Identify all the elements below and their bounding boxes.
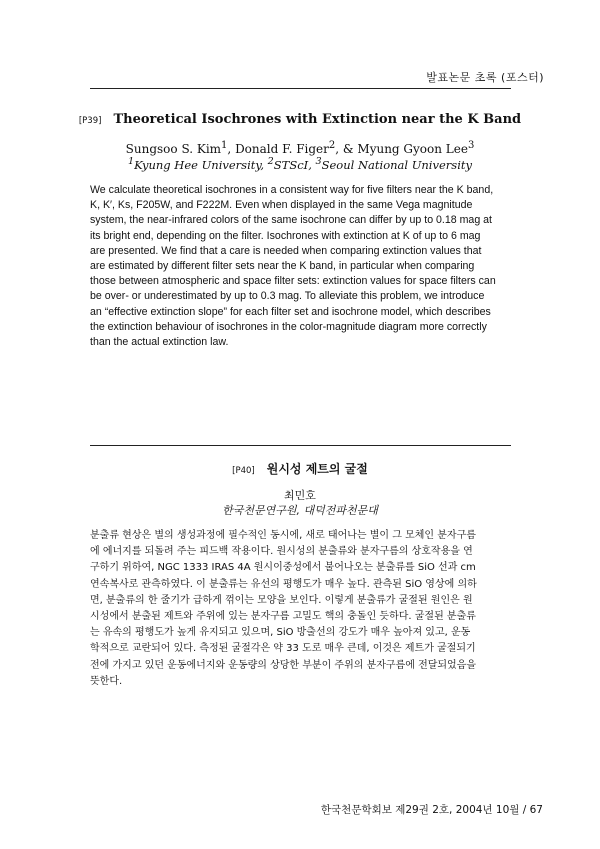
- abstract-line: 전에 가지고 있던 운동에너지와 운동량의 상당한 부분이 주위의 분자구름에 전달되었음을: [90, 659, 477, 671]
- paper1-affiliations: [0, 156, 600, 172]
- abstract-line: be over- or underestimated by up to 0.3 mag. To alleviate this problem, we introduce: [90, 290, 485, 303]
- abstract-line: 면, 분출류의 한 줄기가 급하게 꺾이는 모양을 보인다. 이렇게 분출류가 굴절된 원인은 원: [90, 594, 473, 606]
- paper2-author: 최민호: [284, 489, 316, 502]
- abstract-line: system, the near-infrared colors of the same isochrone can differ by up to 0.18 mag at: [90, 214, 492, 227]
- paper2-title-line: [0, 460, 600, 477]
- paper2-title: 원시성 제트의 굴절: [266, 462, 368, 476]
- affil-name: Kyung Hee University: [134, 157, 261, 172]
- page-footer: 한국천문학회보 제29권 2호, 2004년 10월 / 67: [320, 804, 543, 816]
- abstract-line: its bright end, depending on the filter. Isochrones with extinction at K of up to 6 mag: [90, 229, 481, 242]
- abstract-line: 분출류 현상은 별의 생성과정에 필수적인 동시에, 새로 태어나는 별이 그 모체인 분자구름: [90, 530, 476, 541]
- abstract-line: 구하기 위하여, NGC 1333 IRAS 4A 원시이중성에서 불어나오는 분출류를 SiO 선과 cm: [90, 562, 476, 574]
- author-sup: 2: [328, 140, 336, 151]
- paper2-abstract: [90, 528, 511, 690]
- affil-sup: 1: [128, 156, 135, 167]
- affil-separator: ,: [260, 157, 268, 172]
- paper1-title: Theoretical Isochrones with Extinction near the K Band: [113, 112, 522, 127]
- author-name: Donald F. Figer: [235, 142, 329, 156]
- abstract-line: 뜻한다.: [90, 675, 123, 687]
- abstract-line: We calculate theoretical isochrones in a consistent way for five filters near the K band,: [90, 184, 494, 196]
- divider-middle: [90, 445, 511, 446]
- paper2-code: [P40]: [232, 466, 255, 476]
- abstract-line: than the actual extinction law.: [90, 336, 229, 349]
- paper1-title-line: [0, 112, 600, 127]
- divider-top: [90, 88, 511, 89]
- abstract-line: the extinction behaviour of isochrones in the color-magnitude diagram more correctly: [90, 320, 487, 333]
- abstract-line: K, K′, Ks, F205W, and F222M. Even when displayed in the same Vega magnitude: [90, 199, 473, 212]
- affil-sup: 2: [267, 156, 274, 167]
- paper1-authors: [0, 140, 600, 156]
- abstract-line: are presented. We find that a care is needed when comparing extinction values that: [90, 244, 482, 257]
- paper1-abstract: [90, 183, 510, 350]
- abstract-line: 연속복사로 관측하였다. 이 분출류는 유선의 평행도가 매우 높다. 관측된 SiO 영상에 의하: [90, 578, 477, 590]
- author-separator: ,: [227, 142, 236, 156]
- author-name: Sungsoo S. Kim: [125, 142, 222, 156]
- abstract-line: 에 에너지를 되돌려 주는 피드백 작용이다. 원시성의 분출류와 분자구름의 상호작용을 연: [90, 546, 473, 558]
- abstract-line: 는 유속의 평행도가 높게 유지되고 있으며, SiO 방출선의 강도가 매우 높아져 있고, 운동: [90, 627, 471, 639]
- affil-name: STScI: [273, 157, 309, 172]
- paper1-code: [P39]: [78, 116, 102, 126]
- abstract-line: an “effective extinction slope” for each filter set and isochrone model, which describes: [90, 305, 491, 318]
- abstract-line: 시성에서 분출된 제트와 주위에 있는 분자구름 고밀도 핵의 충돌인 듯하다. 굴절된 분출류: [90, 611, 476, 623]
- affil-sup: 3: [315, 156, 322, 167]
- author-sup: 3: [467, 140, 475, 151]
- author-sup: 1: [221, 140, 228, 151]
- abstract-line: those between atmospheric and space filter sets: extinction values for space filters can: [90, 275, 496, 288]
- author-name: Myung Gyoon Lee: [357, 142, 468, 156]
- affil-name: Seoul National University: [321, 157, 472, 172]
- paper2-affiliation: 한국천문연구원, 대덕전파천문대: [222, 504, 378, 517]
- affil-separator: ,: [308, 157, 316, 172]
- abstract-line: 학적으로 교란되어 있다. 측정된 굴절각은 약 33 도로 매우 큰데, 이것은 제트가 굴절되기: [90, 643, 476, 655]
- abstract-line: are estimated by different filter sets near the K band, in particular when comparing: [90, 260, 475, 273]
- section-header: 발표논문 초록 (포스터): [426, 71, 544, 84]
- author-separator: , &: [335, 142, 358, 156]
